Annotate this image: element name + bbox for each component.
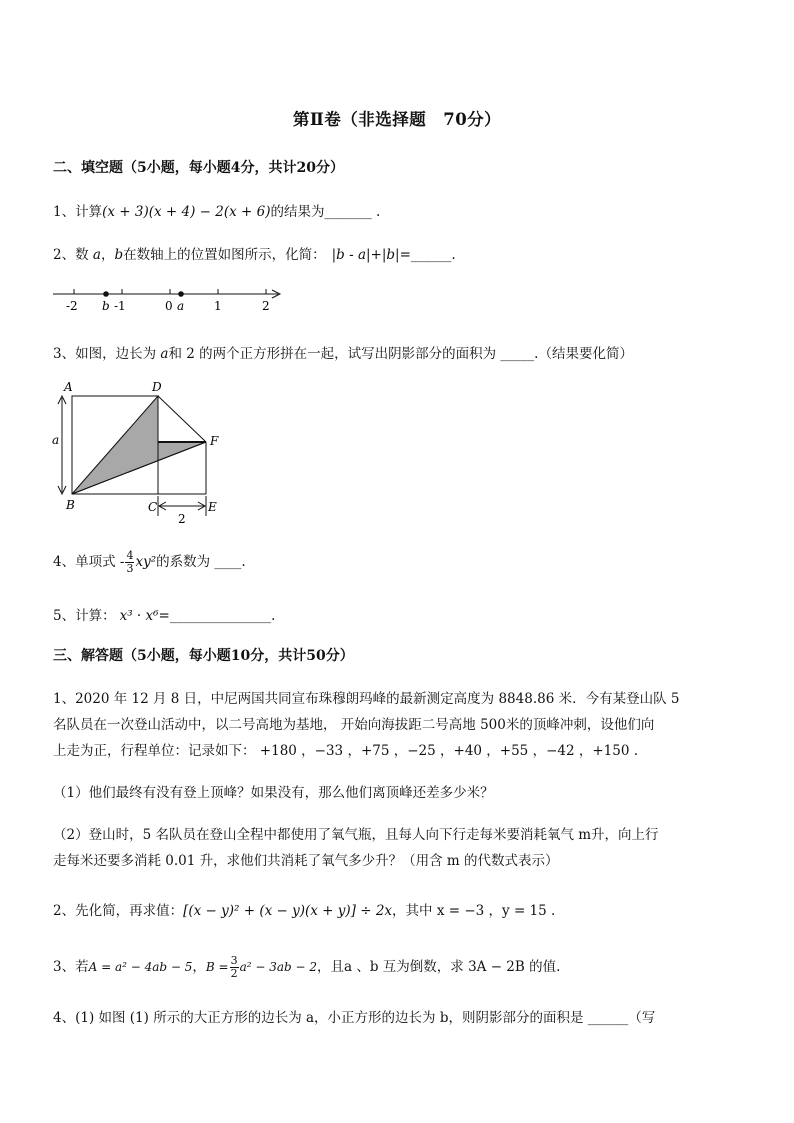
section-heading-fill-in: 二、填空题（5小题，每小题4分，共计20分） xyxy=(53,160,344,176)
label-side-2: 2 xyxy=(178,512,186,526)
problem-3-prefix: 3、若 xyxy=(53,959,89,975)
question-3-text-b: 和 2 的两个正方形拼在一起，试写出阴影部分的面积为 _____.（结果要化简） xyxy=(168,346,633,362)
question-2-suffix: =______. xyxy=(399,247,456,263)
question-1-expression: (x + 3)(x + 4) − 2(x + 6) xyxy=(102,204,271,220)
label-d-vertex: D xyxy=(152,380,162,394)
problem-3-suffix: ，且a 、b 互为倒数，求 3A − 2B 的值. xyxy=(317,959,561,975)
question-4-prefix: 4、单项式 - xyxy=(53,554,125,570)
question-2-text-a: 2、数 xyxy=(53,247,93,263)
question-4-suffix: 的系数为 ____. xyxy=(156,554,246,570)
tick-label-neg2: -2 xyxy=(66,299,78,313)
problem-2-expression: [(x − y)² + (x − y)(x + y)] ÷ 2x xyxy=(183,903,393,919)
question-4 xyxy=(53,550,246,575)
problem-4-line-1: 4、(1) 如图 (1) 所示的大正方形的边长为 a，小正方形的边长为 b，则阴影部分的面积是 ______（写 xyxy=(53,1010,656,1026)
label-e-vertex: E xyxy=(208,500,217,514)
problem-2 xyxy=(53,899,555,919)
problem-1-sub-2-line-2: 走每米还要多消耗 0.01 升，求他们共消耗了氧气多少升？（用含 m 的代数式表示） xyxy=(53,853,559,869)
question-4-denominator: 3 xyxy=(126,562,134,575)
question-2 xyxy=(53,243,456,263)
problem-1-line-2: 名队员在一次登山活动中，以二号高地为基地， 开始向海拔距二号高地 500米的顶峰冲刺，设他们向 xyxy=(53,717,655,733)
question-5 xyxy=(53,604,275,624)
problem-1-line-1: 1、2020 年 12 月 8 日，中尼两国共同宣布珠穆朗玛峰的最新测定高度为 8848.86 米．今有某登山队 5 xyxy=(53,691,680,707)
page-title: 第Ⅱ卷（非选择题 70分） xyxy=(292,110,502,129)
problem-2-suffix: ，其中 x = −3 ，y = 15 . xyxy=(392,903,556,919)
point-b-dot xyxy=(103,291,109,297)
question-1-prefix: 1、计算 xyxy=(53,204,103,220)
point-b-label: b xyxy=(102,299,110,313)
question-1 xyxy=(53,200,380,220)
question-5-suffix: =_______________. xyxy=(158,608,276,624)
problem-3-numerator: 3 xyxy=(230,954,238,967)
question-5-expression: x³ · x⁶ xyxy=(119,608,159,624)
segment-df xyxy=(158,396,206,442)
problem-3-fraction xyxy=(230,955,239,980)
question-2-var-a: a xyxy=(92,247,101,263)
question-3 xyxy=(53,342,633,362)
problem-1-line-3: 上走为正，行程单位：记录如下： +180 ，−33 ，+75 ，−25 ，+40 ，+55 ，−42 ，+150 . xyxy=(53,743,639,759)
point-a-dot xyxy=(178,291,184,297)
question-3-text-a: 3、如图，边长为 xyxy=(53,346,161,362)
section-heading-answer: 三、解答题（5小题，每小题10分，共计50分） xyxy=(53,648,354,664)
tick-label-neg1: -1 xyxy=(114,299,126,313)
question-2-expression: |b - a|+|b| xyxy=(331,247,400,263)
label-side-a: a xyxy=(52,433,60,447)
problem-3-expression-b-prefix: B = xyxy=(205,960,229,974)
label-c-vertex: C xyxy=(148,500,158,514)
squares-figure xyxy=(48,376,228,526)
problem-1-sub-2-line-1: （2）登山时，5 名队员在登山全程中都使用了氧气瓶，且每人向下行走每米要消耗氧气 m升，向上行 xyxy=(53,827,659,843)
question-4-numerator: 4 xyxy=(126,549,134,562)
label-a-vertex: A xyxy=(64,380,73,394)
tick-label-2: 2 xyxy=(262,299,270,313)
shaded-region xyxy=(72,396,206,494)
question-2-text-b: ， xyxy=(100,247,115,263)
question-3-var-a: a xyxy=(160,346,169,362)
question-5-prefix: 5、计算： xyxy=(53,608,116,624)
tick-label-0: 0 xyxy=(165,299,173,313)
number-line xyxy=(48,282,288,316)
problem-1-sub-1: （1）他们最终有没有登上顶峰？如果没有，那么他们离顶峰还差多少米？ xyxy=(53,785,494,801)
question-4-fraction xyxy=(125,550,134,575)
question-4-expression: xy² xyxy=(135,554,157,570)
label-b-vertex: B xyxy=(66,498,75,512)
problem-3-expression-a: A = a² − 4ab − 5 xyxy=(88,960,193,974)
problem-3 xyxy=(53,955,560,980)
tick-label-1: 1 xyxy=(214,299,222,313)
question-2-var-b: b xyxy=(114,247,124,263)
question-1-suffix: 的结果为_______ . xyxy=(270,204,381,220)
problem-3-denominator: 2 xyxy=(230,967,238,980)
label-f-vertex: F xyxy=(210,434,219,448)
point-a-label: a xyxy=(177,299,185,313)
problem-2-prefix: 2、先化简，再求值： xyxy=(53,903,184,919)
problem-3-separator: ， xyxy=(192,959,206,975)
question-2-text-c: 在数轴上的位置如图所示，化简： xyxy=(123,247,326,263)
problem-3-expression-b-rest: a² − 3ab − 2 xyxy=(239,960,318,974)
